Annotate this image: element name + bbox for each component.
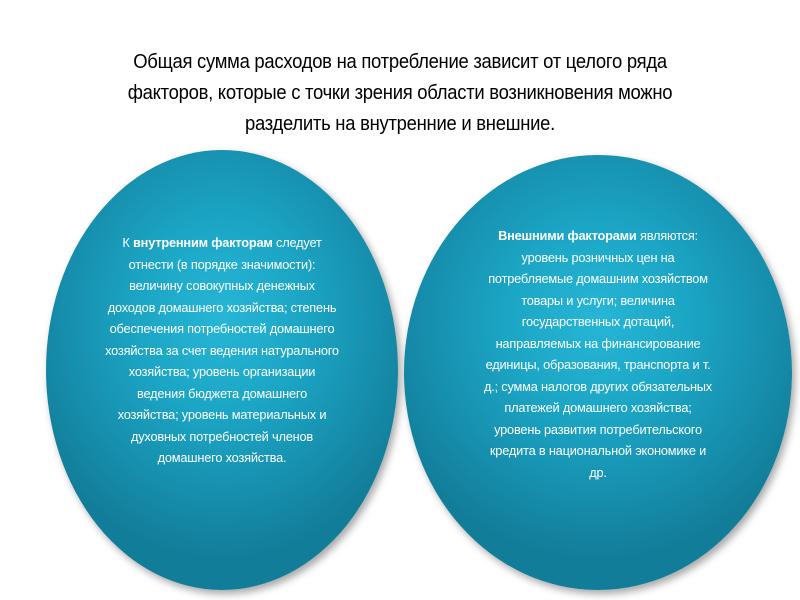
title-line: Общая сумма расходов на потребление зависит от целого ряда [133,50,667,73]
external-factors-text [430,225,766,483]
internal-factors-heading-line [60,232,384,254]
slide-title [94,46,706,139]
text-line: уровень розничных цен на [521,249,675,265]
text-line: обеспечения потребностей домашнего [109,321,335,336]
heading-prefix: К [122,235,134,250]
text-line: д.; сумма налогов других обязательных [483,378,713,394]
text-line: домашнего хозяйства. [157,450,287,465]
external-factors-heading-line [430,225,766,247]
external-factors-term: Внешними факторами [498,228,637,243]
text-line: ведения бюджета домашнего [137,385,307,401]
text-line: духовных потребностей членов [130,428,314,444]
title-line: факторов, которые с точки зрения области возникновения можно [127,81,673,104]
text-line: уровень развития потребительского [494,421,702,437]
text-line: единицы, образования, транспорта и т. [485,357,711,372]
text-line: хозяйства за счет ведения натурального [105,342,339,358]
text-line: товары и услуги; величина [521,292,675,308]
text-line: хозяйства; уровень материальных и [117,407,327,422]
heading-suffix: являются: [636,228,698,243]
title-line: разделить на внутренние и внешние. [244,112,556,135]
heading-suffix: следует [272,235,322,250]
text-line: хозяйства; уровень организации [128,364,316,379]
internal-factors-term: внутренним факторам [133,235,273,250]
internal-factors-text [60,232,384,469]
text-line: государственных дотаций, [521,314,675,329]
text-line: направляемых на финансирование [495,335,701,351]
text-line: величину совокупных денежных [129,278,315,293]
text-line: отнести (в порядке значимости): [128,256,316,272]
text-line: потребляемые домашним хозяйством [488,271,708,286]
text-line: доходов домашнего хозяйства; степень [107,299,337,315]
text-line: др. [589,464,607,480]
text-line: платежей домашнего хозяйства; [504,400,692,415]
text-line: кредита в национальной экономике и [489,443,707,458]
